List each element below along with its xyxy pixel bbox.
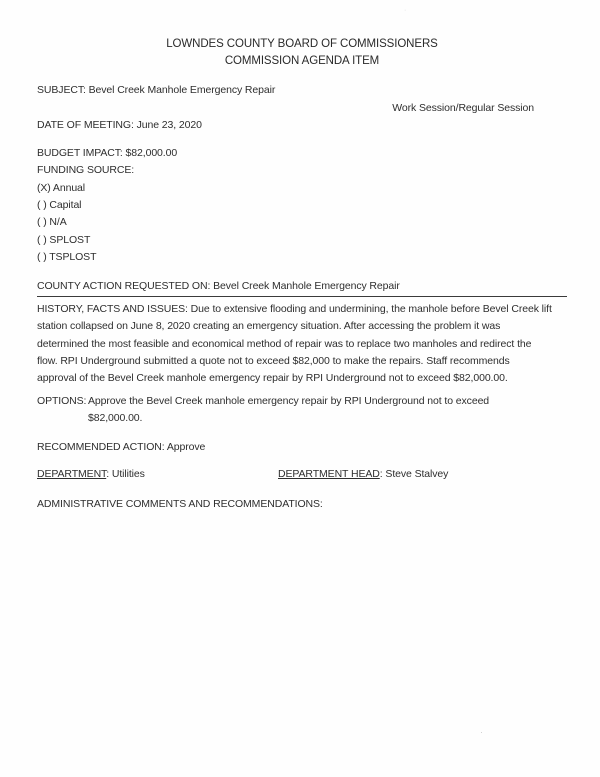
history-line: determined the most feasible and economical method of repair was to replace two manholes and redirect the: [37, 337, 532, 350]
history-line: flow. RPI Underground submitted a quote not to exceed $82,000 to make the repairs. Staff recommends: [37, 354, 510, 367]
session-type-line: Work Session/Regular Session: [392, 102, 534, 114]
history-line: station collapsed on June 8, 2020 creating an emergency situation. After accessing the problem it was: [37, 320, 501, 333]
funding-option-capital: ( ) Capital: [37, 199, 82, 212]
department-head-label: DEPARTMENT HEAD: [278, 467, 380, 480]
history-line: HISTORY, FACTS AND ISSUES: Due to extensive flooding and undermining, the manhole before Bevel Creek lift: [37, 303, 552, 316]
county-action-requested-line: COUNTY ACTION REQUESTED ON: Bevel Creek Manhole Emergency Repair: [37, 278, 567, 297]
subject-line: SUBJECT: Bevel Creek Manhole Emergency Repair: [37, 84, 276, 96]
history-facts-issues-paragraph: [37, 301, 567, 387]
document-header: [37, 36, 567, 70]
options-line: Approve the Bevel Creek manhole emergency repair by RPI Underground not to exceed: [88, 394, 490, 407]
scan-artifact-speck: ·: [404, 7, 407, 14]
department-row: [37, 466, 567, 483]
document-title-line2: COMMISSION AGENDA ITEM: [224, 55, 380, 67]
funding-option-na: ( ) N/A: [37, 216, 67, 229]
department-head-field: [278, 466, 448, 483]
budget-impact-line: BUDGET IMPACT: $82,000.00: [37, 147, 178, 159]
administrative-comments-line: ADMINISTRATIVE COMMENTS AND RECOMMENDATIONS:: [37, 497, 323, 510]
recommended-action-line: RECOMMENDED ACTION: Approve: [37, 440, 206, 453]
funding-option-tsplost: ( ) TSPLOST: [37, 250, 97, 263]
department-value: : Utilities: [106, 467, 145, 480]
department-head-value: : Steve Stalvey: [379, 467, 449, 480]
options-text: [88, 393, 489, 427]
department-label: DEPARTMENT: [37, 467, 107, 480]
funding-source-label: FUNDING SOURCE:: [37, 164, 135, 176]
options-line: $82,000.00.: [88, 411, 143, 424]
options-label: OPTIONS:: [37, 394, 87, 407]
document-title-line1: LOWNDES COUNTY BOARD OF COMMISSIONERS: [166, 38, 438, 50]
department-field: [37, 466, 278, 483]
funding-source-list: [37, 180, 567, 266]
options-section: [37, 393, 567, 427]
history-line: approval of the Bevel Creek manhole emergency repair by RPI Underground not to exceed $82,000.00.: [37, 372, 508, 385]
date-of-meeting-line: DATE OF MEETING: June 23, 2020: [37, 119, 202, 131]
funding-option-annual: (X) Annual: [37, 182, 86, 194]
funding-option-splost: ( ) SPLOST: [37, 233, 91, 246]
scan-artifact-speck: ·: [480, 727, 483, 737]
